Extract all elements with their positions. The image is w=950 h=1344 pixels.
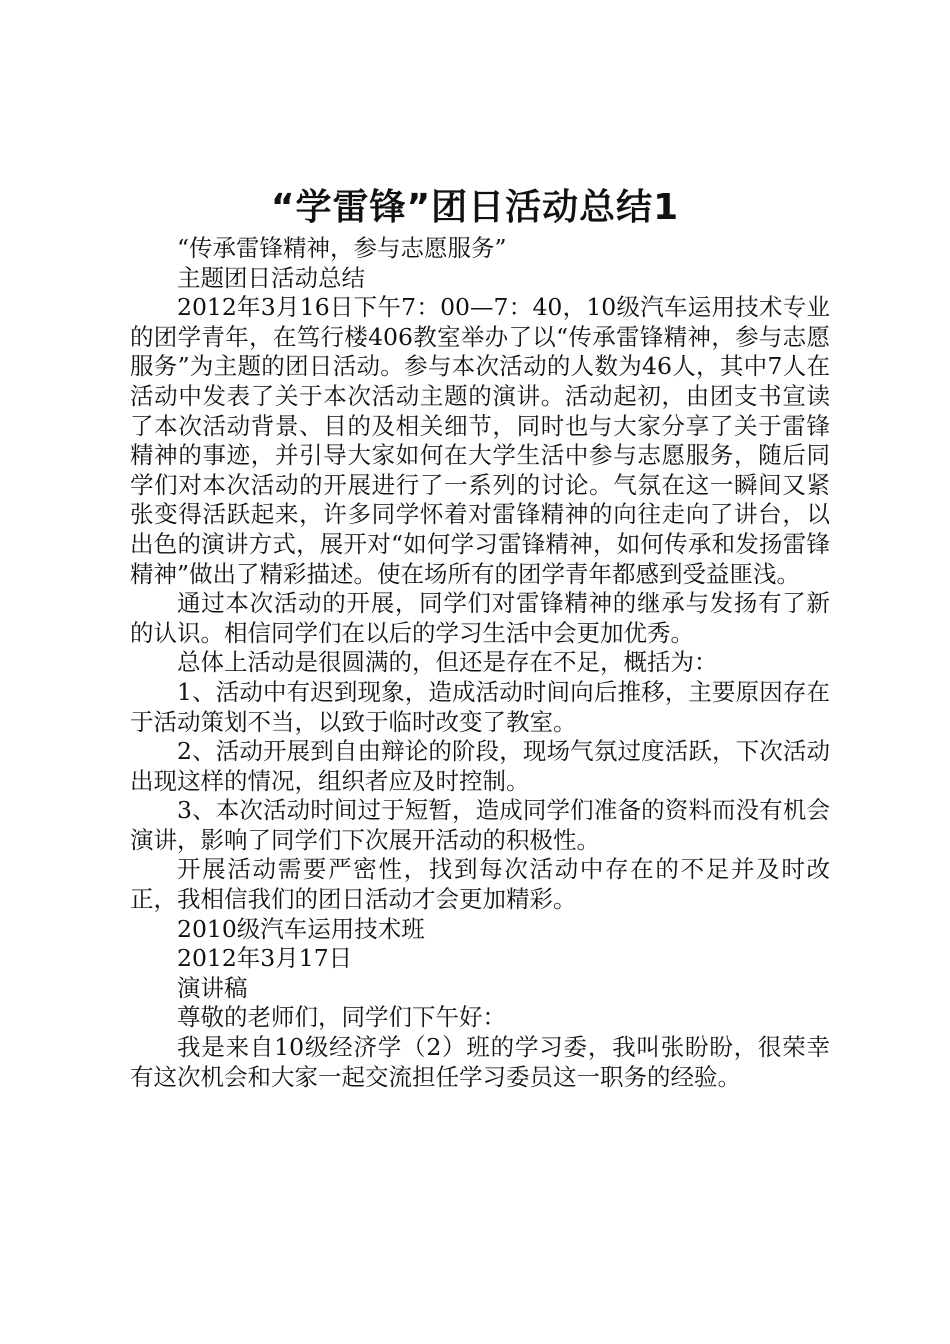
paragraph: “传承雷锋精神，参与志愿服务” — [177, 234, 507, 262]
paragraph: 2012年3月16日下午7：00—7：40，10级汽车运用技术专业的团学青年，在笃行楼406教室举办了以“传承雷锋精神，参与志愿服务”为主题的团日活动。参与本次活动的人数为46人，其中7人在活动中发表了关于本次活动主题的演讲。活动起初，由团支书宣读了本次活动背景、目的及相关细节，同时也与大家分享了关于雷锋精神的事迹，并引导大家如何在大学生活中参与志愿服务，随后同学们对本次活动的开展进行了一系列的讨论。气氛在这一瞬间又紧张变得活跃起来，许多同学怀着对雷锋精神的向往走向了讲台，以出色的演讲方式，展开对“如何学习雷锋精神，如何传承和发扬雷锋精神”做出了精彩描述。使在场所有的团学青年都感到受益匪浅。 — [130, 293, 830, 588]
paragraph: 2、活动开展到自由辩论的阶段，现场气氛过度活跃，下次活动出现这样的情况，组织者应及时控制。 — [130, 737, 830, 795]
paragraph: 3、本次活动时间过于短暂，造成同学们准备的资料而没有机会演讲，影响了同学们下次展开活动的积极性。 — [130, 796, 830, 854]
paragraph: 通过本次活动的开展，同学们对雷锋精神的继承与发扬有了新的认识。相信同学们在以后的学习生活中会更加优秀。 — [130, 589, 830, 647]
paragraph: 开展活动需要严密性，找到每次活动中存在的不足并及时改正，我相信我们的团日活动才会更加精彩。 — [130, 855, 830, 914]
paragraph: 主题团日活动总结 — [177, 263, 365, 292]
salutation: 尊敬的老师们，同学们下午好： — [177, 1003, 506, 1032]
paragraph: 总体上活动是很圆满的，但还是存在不足，概括为： — [177, 648, 718, 677]
signature-date: 2012年3月17日 — [177, 944, 353, 973]
document-body — [130, 234, 830, 1092]
section-heading: 演讲稿 — [177, 973, 248, 1002]
document-title: “学雷锋”团日活动总结1 — [270, 187, 680, 228]
signature-class: 2010级汽车运用技术班 — [177, 914, 425, 943]
paragraph: 我是来自10级经济学（2）班的学习委，我叫张盼盼，很荣幸有这次机会和大家一起交流担任学习委员这一职务的经验。 — [130, 1033, 830, 1091]
paragraph: 1、活动中有迟到现象，造成活动时间向后推移，主要原因存在于活动策划不当，以致于临时改变了教室。 — [130, 677, 830, 736]
